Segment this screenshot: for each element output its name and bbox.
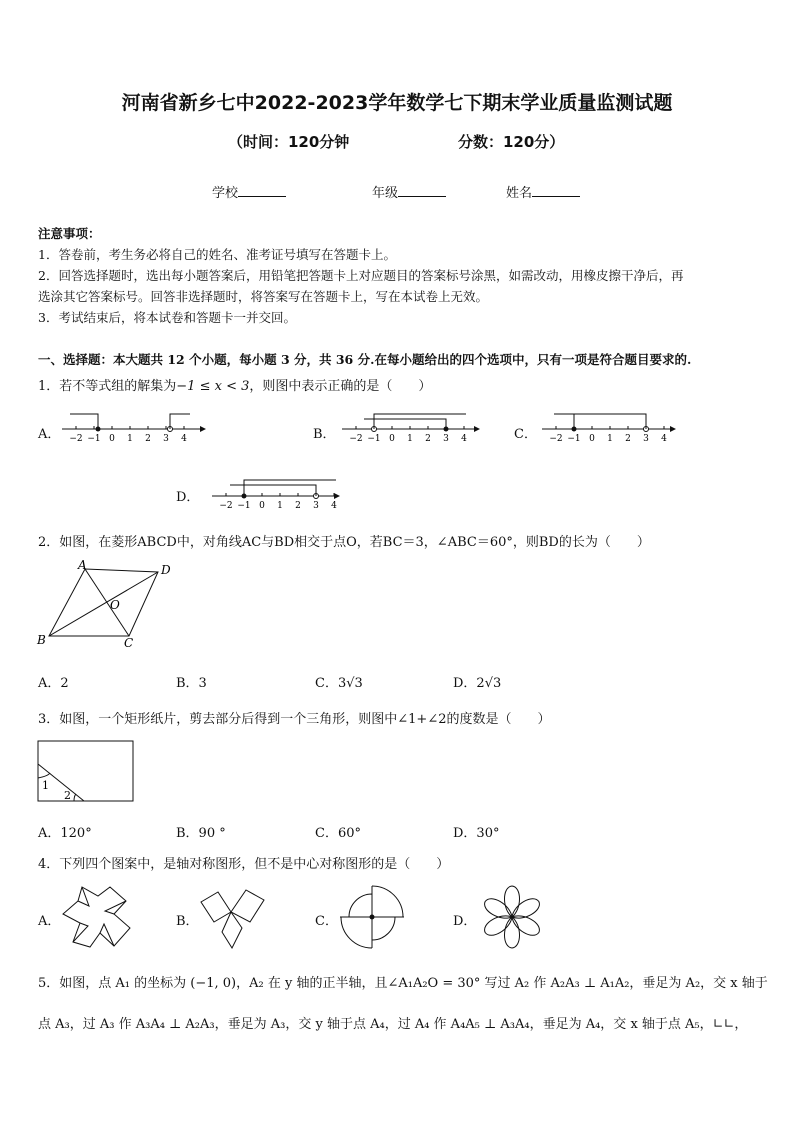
tick-label: 0 (109, 434, 115, 444)
tick-label: −1 (367, 434, 381, 444)
number-line-a (60, 405, 210, 447)
tick-label: 4 (181, 434, 187, 444)
exam-time: （时间：120分钟 (228, 133, 350, 151)
tick-label: −2 (349, 434, 363, 444)
label-d: D (161, 563, 171, 577)
q3-option-b: B．90 ° (176, 826, 226, 841)
tick-label: 1 (277, 501, 283, 511)
tick-label: −2 (549, 434, 563, 444)
tick-label: 1 (607, 434, 613, 444)
q4-option-a: A． (38, 914, 61, 929)
note-2: 2．回答选择题时，选出每小题答案后，用铅笔把答题卡上对应题目的答案标号涂黑，如需改动，用橡皮擦干净后，再 (38, 268, 684, 283)
angle-1-label: 1 (42, 779, 49, 792)
q3-option-c: C．60° (315, 826, 361, 841)
flower-petal (481, 895, 515, 923)
question-3: 3．如图，一个矩形纸片，剪去部分后得到一个三角形，则图中∠1+∠2的度数是（ ） (38, 712, 551, 727)
tick-label: −1 (567, 434, 581, 444)
q1-option-a: A． (38, 427, 61, 442)
school-field (212, 182, 286, 201)
flower-petal (508, 895, 542, 923)
name-field (506, 182, 580, 201)
grade-label: 年级 (372, 186, 399, 201)
tick-label: 0 (259, 501, 265, 511)
q2-option-b: B．3 (176, 676, 207, 691)
number-line-b (340, 405, 490, 447)
tick-label: 4 (661, 434, 667, 444)
question-2: 2．如图，在菱形ABCD中，对角线AC与BD相交于点O，若BC＝3，∠ABC＝60°，则BD的长为（ ） (38, 535, 650, 550)
label-a: A (78, 560, 87, 572)
q1-option-b: B． (313, 427, 336, 442)
q1-text-a: 1．若不等式组的解集为 (38, 379, 177, 394)
rectangle-figure (36, 738, 136, 804)
tick-label: 0 (389, 434, 395, 444)
tick-label: 4 (461, 434, 467, 444)
note-1: 1．答卷前，考生务必将自己的姓名、准考证号填写在答题卡上。 (38, 247, 396, 262)
label-c: C (124, 636, 134, 650)
question-1 (38, 375, 431, 394)
rhombus-figure (34, 560, 184, 650)
q1-math: −1 ≤ x < 3 (176, 379, 250, 394)
grade-field (372, 182, 446, 201)
flower-petal (505, 886, 520, 917)
q4-option-b: B． (176, 914, 199, 929)
q2-option-a: A．2 (38, 676, 69, 691)
q2-option-c: C．3√3 (315, 676, 363, 691)
label-b: B (37, 633, 46, 647)
q2-option-d: D．2√3 (453, 676, 502, 691)
tick-label: −2 (219, 501, 233, 511)
q1-option-d: D． (176, 490, 200, 505)
q4-option-c: C． (315, 914, 338, 929)
flower-petal (508, 911, 542, 939)
tick-label: 2 (145, 434, 151, 444)
q3-option-d: D．30° (453, 826, 500, 841)
tick-label: 2 (425, 434, 431, 444)
name-label: 姓名 (506, 186, 533, 201)
tick-label: 2 (295, 501, 301, 511)
tick-label: 3 (313, 501, 319, 511)
label-o: O (110, 598, 120, 612)
school-label: 学校 (212, 186, 239, 201)
flower-petal (481, 911, 515, 939)
question-5-line-1: 5．如图，点 A₁ 的坐标为 (−1, 0)，A₂ 在 y 轴的正半轴，且∠A₁A₂O = 30° 写过 A₂ 作 A₂A₃ ⊥ A₁A₂，垂足为 A₂，交 x 轴于 (38, 976, 768, 991)
section-heading: 一、选择题：本大题共 12 个小题，每小题 3 分，共 36 分.在每小题给出的四个选项中，只有一项是符合题目要求的. (38, 352, 692, 367)
flower-figure (476, 882, 548, 952)
note-2-cont: 选涂其它答案标号。回答非选择题时，将答案写在答题卡上，写在本试卷上无效。 (38, 289, 489, 304)
pinwheel-figure (338, 884, 408, 950)
tick-label: −1 (237, 501, 251, 511)
three-rhombus-figure (198, 884, 268, 950)
q3-option-a: A．120° (38, 826, 92, 841)
notes-heading: 注意事项： (38, 226, 101, 241)
tick-label: 3 (443, 434, 449, 444)
tick-label: 3 (643, 434, 649, 444)
exam-score: 分数：120分） (458, 133, 565, 151)
tick-label: 3 (163, 434, 169, 444)
number-line-c (540, 405, 690, 447)
q1-text-b: ，则图中表示正确的是（ ） (249, 379, 432, 394)
tick-label: −2 (69, 434, 83, 444)
q1-option-c: C． (514, 427, 537, 442)
tick-label: 1 (407, 434, 413, 444)
angle-2-label: 2 (64, 789, 71, 802)
flower-petal (505, 917, 520, 948)
tick-label: 4 (331, 501, 337, 511)
tick-label: 1 (127, 434, 133, 444)
page-title: 河南省新乡七中2022-2023学年数学七下期末学业质量监测试题 (121, 92, 673, 114)
question-5-line-2: 点 A₃，过 A₃ 作 A₃A₄ ⊥ A₂A₃，垂足为 A₃，交 y 轴于点 A₄，过 A₄ 作 A₄A₅ ⊥ A₃A₄，垂足为 A₄，交 x 轴于点 A₅，∟∟， (38, 1017, 748, 1032)
star-pattern-figure (60, 884, 132, 950)
question-4: 4．下列四个图案中，是轴对称图形，但不是中心对称图形的是（ ） (38, 857, 450, 872)
tick-label: 0 (589, 434, 595, 444)
tick-label: −1 (87, 434, 101, 444)
note-3: 3．考试结束后，将本试卷和答题卡一并交回。 (38, 310, 296, 325)
tick-label: 2 (625, 434, 631, 444)
number-line-d (210, 470, 350, 512)
q4-option-d: D． (453, 914, 477, 929)
